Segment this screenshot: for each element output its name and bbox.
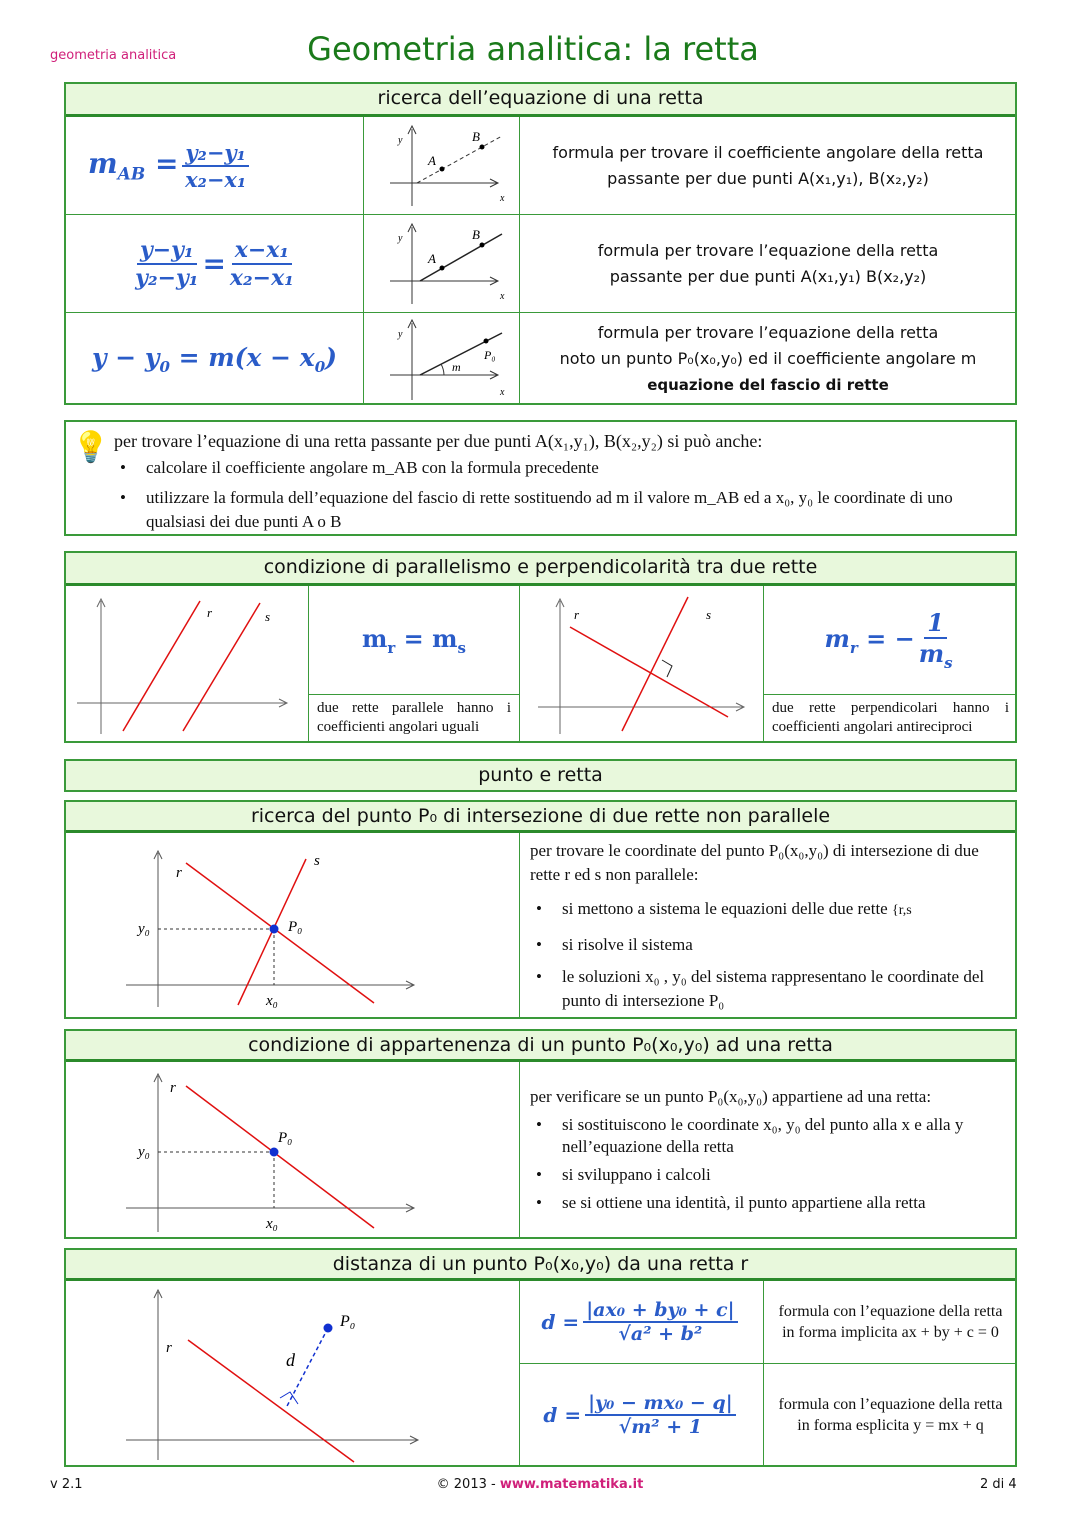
svg-text:x₀: x₀ (265, 993, 278, 1009)
svg-text:s: s (265, 608, 271, 624)
distance-explicit-description: formula con l’equazione della retta in forma esplicita y = mx + q (778, 1395, 1003, 1434)
perpendicular-formula: $m_r$ = − $\frac{1}{m_s}$ (764, 586, 1017, 695)
section-title: punto e retta (478, 764, 603, 786)
svg-text:A: A (427, 250, 436, 266)
section-equation-search (64, 82, 1017, 405)
svg-text:r: r (207, 604, 213, 620)
svg-text:P₀: P₀ (483, 348, 496, 362)
section-point-line (64, 759, 1017, 792)
svg-text:y₀: y₀ (137, 921, 150, 937)
bullet: • si sostituiscono le coordinate x₀, y₀ del punto alla x e alla y nell’equazione della retta (530, 1114, 1007, 1158)
bullet: • si sviluppano i calcoli (530, 1164, 1007, 1186)
svg-text:y: y (397, 134, 402, 146)
page-number: 2 di 4 (980, 1477, 1017, 1492)
intersection-diagram (66, 833, 520, 1017)
svg-text:r: r (573, 606, 579, 622)
bullet: • si mettono a sistema le equazioni delle due rette {r,s (530, 897, 1007, 923)
pencil-description: formula per trovare l’equazione della retta noto un punto P₀(x₀,y₀) ed il coefficiente angolare m equazione del fascio di rette (520, 313, 1017, 405)
site-link[interactable]: www.matematika.it (499, 1477, 644, 1492)
svg-text:r: r (165, 1340, 172, 1356)
distance-explicit-formula: d = $\frac{\text{|y₀ − mx₀ − q|}}{\text{√m² + 1}}$ (520, 1364, 764, 1465)
svg-text:x: x (499, 192, 504, 204)
copyright: © 2013 - www.matematika.it (436, 1477, 644, 1492)
section-intersection (64, 800, 1017, 1019)
lightbulb-icon: 💡 (72, 430, 110, 465)
svg-text:y: y (397, 329, 402, 340)
section-title: ricerca dell’equazione di una retta (66, 84, 1015, 117)
page-title: Geometria analitica: la retta (307, 30, 759, 68)
bullet: • si risolve il sistema (530, 933, 1007, 957)
membership-diagram (66, 1062, 520, 1237)
section-distance (64, 1248, 1017, 1467)
perpendicular-diagram (520, 586, 764, 741)
subject-label: geometria analitica (50, 48, 177, 63)
svg-text:y₀: y₀ (137, 1143, 150, 1160)
svg-text:r: r (169, 1079, 176, 1096)
distance-implicit-description: formula con l’equazione della retta in forma implicita ax + by + c = 0 (764, 1281, 1017, 1364)
parallel-diagram (66, 586, 309, 741)
formula-pencil: $y - y_0 = m(x - x_0)$ (66, 313, 364, 405)
parallel-description: due rette parallele hanno i coefficienti angolari uguali (309, 695, 520, 741)
svg-text:x₀: x₀ (265, 1215, 278, 1232)
section-title: condizione di parallelismo e perpendicolarità tra due rette (66, 553, 1015, 586)
svg-text:r: r (175, 865, 182, 881)
section-parallel-perpendicular (64, 551, 1017, 743)
svg-text:P₀: P₀ (287, 919, 302, 935)
version-label: v 2.1 (50, 1477, 83, 1492)
distance-diagram (66, 1281, 520, 1465)
formula-two-points: $\frac{\text{y−y₁}}{\text{y₂−y₁}}$ = $\frac{\text{x−x₁}}{\text{x₂−x₁}}$ (66, 215, 364, 313)
membership-text: per verificare se un punto P₀(x₀,y₀) appartiene ad una retta: • si sostituiscono le coordinate x₀, y₀ del punto alla x e alla y nell’equazione della retta • si sviluppano i calcoli • se si ottiene una identità, il punto appartiene alla retta (520, 1062, 1017, 1237)
bullet: • se si ottiene una identità, il punto appartiene alla retta (530, 1192, 1007, 1214)
two-points-diagram (364, 215, 520, 313)
svg-text:s: s (313, 853, 320, 869)
distance-implicit-formula: d = $\frac{\text{|ax₀ + by₀ + c|}}{\text{√a² + b²}}$ (520, 1281, 764, 1364)
section-title: distanza di un punto P₀(x₀,y₀) da una retta r (66, 1250, 1015, 1281)
svg-text:P₀: P₀ (339, 1313, 355, 1330)
tip-box (64, 420, 1017, 536)
svg-text:A: A (427, 152, 436, 168)
two-points-description: formula per trovare l’equazione della retta passante per due punti A(x₁,y₁) B(x₂,y₂) (520, 215, 1017, 313)
svg-text:B: B (471, 226, 480, 242)
perpendicular-description: due rette perpendicolari hanno i coefficienti angolari antireciproci (772, 700, 1009, 735)
svg-text:m: m (451, 360, 461, 374)
svg-text:s: s (705, 606, 711, 622)
section-title: condizione di appartenenza di un punto P₀(x₀,y₀) ad una retta (66, 1031, 1015, 1062)
system-brace: {r,s (891, 903, 912, 918)
slope-diagram (364, 117, 520, 215)
svg-text:B: B (471, 128, 480, 144)
formula-slope: $m_{AB}$ = $\frac{\text{y₂−y₁}}{\text{x₂−x₁}}$ (66, 117, 364, 215)
svg-text:x: x (499, 290, 504, 302)
svg-text:y: y (397, 232, 402, 244)
section-title: ricerca del punto P₀ di intersezione di due rette non parallele (66, 802, 1015, 833)
bullet: • le soluzioni x₀ , y₀ del sistema rappresentano le coordinate del punto di intersezione P₀ (530, 965, 1007, 1013)
slope-description: formula per trovare il coefficiente angolare della retta passante per due punti A(x₁,y₁), B(x₂,y₂) (520, 117, 1017, 215)
intersection-text: per trovare le coordinate del punto P₀(x₀,y₀) di intersezione di due rette r ed s non parallele: • si mettono a sistema le equazioni delle due rette {r,s • si risolve il sistema • le soluzioni x₀ , y₀ del sistema rappresentano le coordinate del punto di intersezione P₀ (520, 833, 1017, 1017)
tip-bullet: • utilizzare la formula dell’equazione del fascio di rette sostituendo ad m il valore m_AB ed a x₀, y₀ le coordinate di uno qualsiasi dei due punti A o B (114, 486, 1005, 534)
svg-text:P₀: P₀ (277, 1129, 292, 1146)
tip-bullet: • calcolare il coefficiente angolare m_AB con la formula precedente (114, 456, 1005, 480)
section-membership (64, 1029, 1017, 1239)
svg-text:d: d (285, 1350, 295, 1370)
pencil-diagram (364, 313, 520, 405)
parallel-formula: $m_r = m_s$ (309, 586, 520, 695)
tip-intro: per trovare l’equazione di una retta passante per due punti A(x₁,y₁), B(x₂,y₂) si può anche: (114, 431, 763, 451)
svg-text:x: x (499, 387, 504, 398)
